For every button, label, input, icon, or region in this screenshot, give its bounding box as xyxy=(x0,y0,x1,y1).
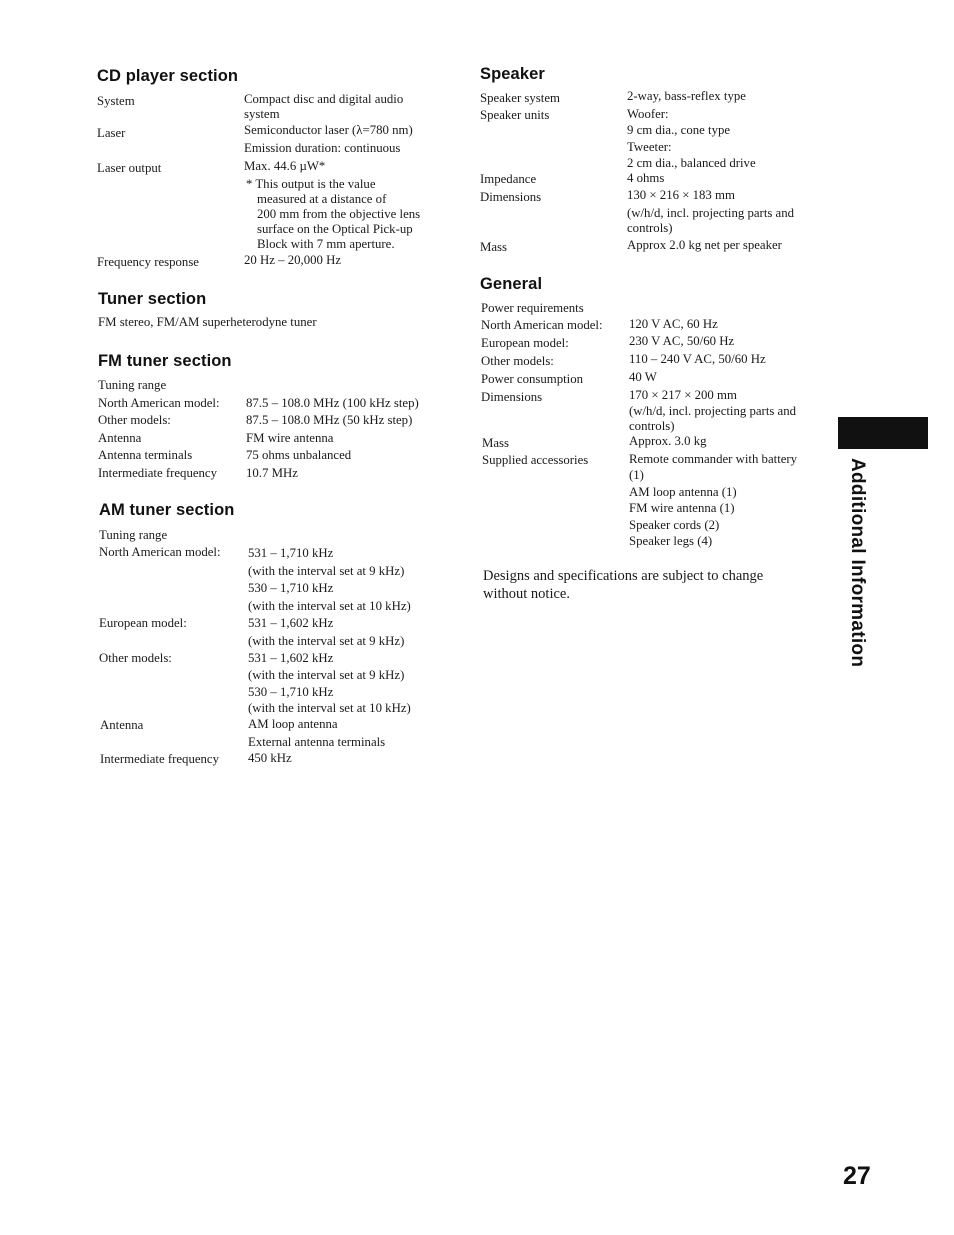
fm-spec-table xyxy=(98,378,419,483)
general-section-title: General xyxy=(480,275,543,293)
general-consumption-label: Power consumption xyxy=(481,372,584,386)
speaker-section-title: Speaker xyxy=(480,65,545,83)
am-other-value: 531 – 1,602 kHz (with the interval set at 9 kHz) 530 – 1,710 kHz (with the interval set at 10 kHz) xyxy=(248,651,411,716)
speaker-mass-value: Approx 2.0 kg net per speaker xyxy=(627,238,782,252)
am-tuning-range-label: Tuning range xyxy=(99,528,168,542)
am-if-value: 450 kHz xyxy=(248,751,292,765)
fm-row: Tuning range xyxy=(98,378,167,392)
cd-frequency-value: 20 Hz – 20,000 Hz xyxy=(244,253,342,267)
am-eu-label: European model: xyxy=(99,616,187,630)
page-number: 27 xyxy=(843,1162,871,1190)
fm-section-title: FM tuner section xyxy=(98,352,232,370)
am-section-title: AM tuner section xyxy=(99,501,235,519)
speaker-system-value: 2-way, bass-reflex type xyxy=(627,89,746,103)
general-na-label: North American model: xyxy=(481,318,603,332)
general-mass-value: Approx. 3.0 kg xyxy=(629,434,707,448)
cd-laser-output-value: Max. 44.6 µW* * This output is the value measured at a distance of 200 mm from the objective lens surface on the Optical Pick-up Block with 7 mm aperture. xyxy=(244,159,421,251)
general-dimensions-value: 170 × 217 × 200 mm (w/h/d, incl. projecting parts and controls) xyxy=(629,388,797,433)
section-tab-marker xyxy=(838,417,928,449)
am-if-label: Intermediate frequency xyxy=(100,752,220,766)
cd-laser-label: Laser xyxy=(97,126,126,140)
cd-section-title: CD player section xyxy=(97,67,239,85)
cd-laser-value: Semiconductor laser (λ=780 nm) Emission duration: continuous xyxy=(244,123,413,155)
speaker-mass-label: Mass xyxy=(480,240,508,254)
speaker-dimensions-value: 130 × 216 × 183 mm (w/h/d, incl. projecting parts and controls) xyxy=(627,188,795,235)
fm-row: Other models: 87.5 – 108.0 MHz (50 kHz step) xyxy=(98,413,413,427)
cd-frequency-label: Frequency response xyxy=(97,255,199,269)
general-eu-value: 230 V AC, 50/60 Hz xyxy=(629,334,735,348)
am-na-value: 531 – 1,710 kHz (with the interval set at 9 kHz) 530 – 1,710 kHz (with the interval set at 10 kHz) xyxy=(248,546,411,614)
am-other-label: Other models: xyxy=(99,651,172,665)
tuner-section-title: Tuner section xyxy=(98,290,207,308)
general-other-value: 110 – 240 V AC, 50/60 Hz xyxy=(629,352,766,366)
general-dimensions-label: Dimensions xyxy=(481,390,543,404)
general-other-label: Other models: xyxy=(481,354,554,368)
cd-system-label: System xyxy=(97,94,135,108)
am-antenna-label: Antenna xyxy=(100,718,144,732)
general-mass-label: Mass xyxy=(482,436,510,450)
fm-row: Antenna terminals 75 ohms unbalanced xyxy=(98,448,352,462)
general-accessories-label: Supplied accessories xyxy=(482,453,589,467)
fm-row: Antenna FM wire antenna xyxy=(98,430,334,445)
general-consumption-value: 40 W xyxy=(629,370,657,384)
speaker-impedance-value: 4 ohms xyxy=(627,171,665,185)
general-accessories-value: Remote commander with battery (1) AM loop antenna (1) FM wire antenna (1) Speaker cords (2) Speaker legs (4) xyxy=(629,452,798,549)
speaker-impedance-label: Impedance xyxy=(480,172,537,186)
speaker-system-label: Speaker system xyxy=(480,91,560,105)
speaker-units-label: Speaker units xyxy=(480,108,550,122)
general-na-value: 120 V AC, 60 Hz xyxy=(629,317,718,331)
tuner-description: FM stereo, FM/AM superheterodyne tuner xyxy=(98,315,317,329)
fm-row: Intermediate frequency 10.7 MHz xyxy=(98,465,298,480)
cd-laser-output-label: Laser output xyxy=(97,161,162,175)
side-tab-label: Additional Information xyxy=(847,458,868,668)
general-eu-label: European model: xyxy=(481,336,569,350)
am-antenna-value: AM loop antenna External antenna terminals xyxy=(248,717,386,749)
am-na-label: North American model: xyxy=(99,545,221,559)
specifications-notice: Designs and specifications are subject to change without notice. xyxy=(483,568,764,602)
am-eu-value: 531 – 1,602 kHz (with the interval set at 9 kHz) xyxy=(248,616,405,648)
speaker-units-value: Woofer: 9 cm dia., cone type Tweeter: 2 cm dia., balanced drive xyxy=(627,107,756,170)
general-power-label: Power requirements xyxy=(481,301,584,315)
fm-row: North American model: 87.5 – 108.0 MHz (100 kHz step) xyxy=(98,395,419,410)
cd-system-value: Compact disc and digital audio system xyxy=(244,92,404,121)
speaker-dimensions-label: Dimensions xyxy=(480,190,542,204)
